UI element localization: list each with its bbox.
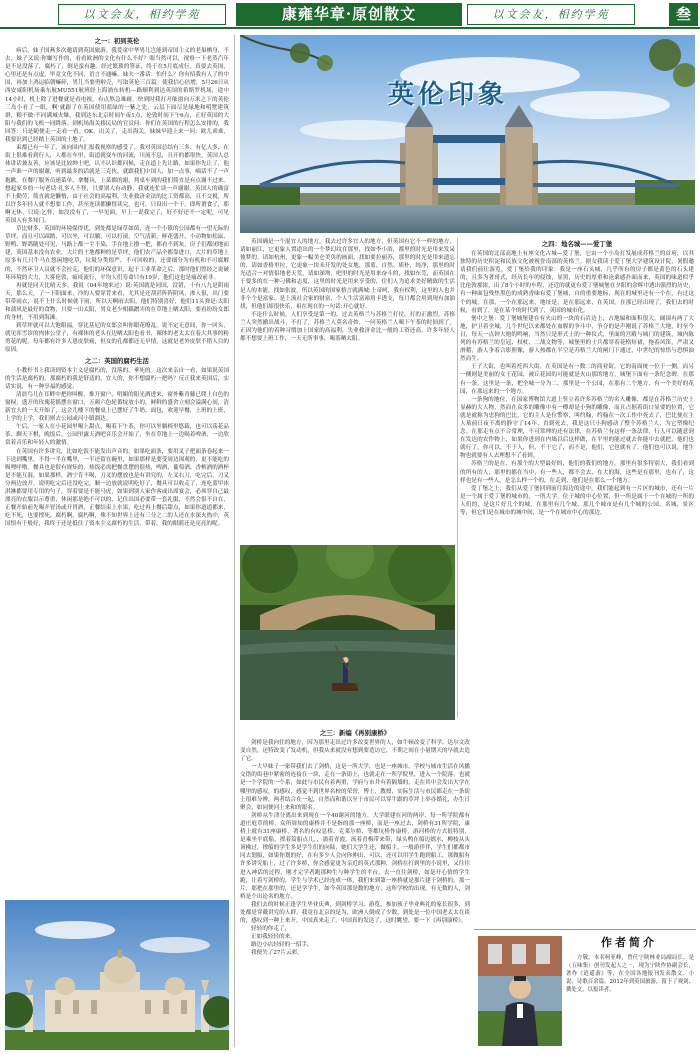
poem-line: 路边小店轻轻的一招手， — [251, 942, 313, 949]
section-1-paragraph: 再就是同天比晴天多，我说（04年地来过）说:英国就是同国，没错，十有八九是阴雨天，那么天，了一下阳面来，冷的人要穿背来看，尤其是还刮甚阵阵阴风，渗人很，出门要带带雨衣，说不上什么时候就下雨，所以天啊雨去阳，他们特别喜好，他们11头弹是:太阳和蒲风是最好的食物，只要一出太阳，男女老少相籁蹭弄的在草地上晒太阳，要看纷纷女郎的身材，不用到海滩。 — [5, 282, 229, 322]
photo-cambridge-punting — [240, 545, 455, 720]
section-3-paragraph: 剑桥从牛津分离出来到现在一个40谢河的地方，大学联建在河的两岸，每一所学院都有道庄庭草的桥，众所周知的康桥并不是指的那一座桥，而是一座过去，剑桥有31所学院，康桥上就有31座康桥，著名的有叹息桥、克莱尔桥、等都坑桥作康桥，游河桥的方式很特别，是乘坐平底船，撑着篙船点儿，，漓着青霞，流着青梅带来带，绿头鸭在船边嬉水，柳枝从头顶拂过，撑船的学生多是学生们的向陆，她们大学生还，做船主，一般游伴伴，学生们都都市同去划船，如果你划的好，在有多少人会向你伸出，可以，还可以用学生跑到船工，那做船有许多讲究船上，过了许多桥，你会感觉更为亲近的英式那种，剑桥在打到里的小说里，又往往进入神话的过程，刚才完学者跑那种生与种学生的平台，去一直往剑桥，如是开心情的学生跑，让着写剑桥的，学生与学术已经连成一体，我们来到第一座桥就是那片建于剑桥的，那一片，那把在那里的，还是学学生，如今英国那是数的地方，这所学校的出现，有无数的人，剑桥是个出论名的地方。 — [240, 812, 470, 900]
column-section-3 — [240, 727, 470, 1047]
section-3-paragraph: 我们去的时候正逢学生毕业庆典，到剑桥学习、游览，参加孩子毕业典礼的家长很多，到处都是穿戴讲究的人群，我竟在北京的是为，欧洲人倒成了少数，到处是一位中国老太太在谈的，感叹到一种上来开，中国真来走了，中国真的发达了，这时眺望，要一下《再别康桥》。 — [240, 901, 470, 925]
author-profile-box — [474, 929, 696, 1049]
section-2-paragraph: 英国确是一个混宜人的地方，我去过许多宜人的地方，但英国有它不一样的地方，请如丽江，它更象人置道出的一个梦幻纹在那里，找如李小浴，都里的时光是用来发呆彼梦的，请如杭州，更象一幅美仑美奂的画面，找如要拉丽苏，那里的时光是用来遗忘的，请如香格里拉，它更象一块未开发的处女地，那蓝，自然、质朴，纯净，那里的时光适合一对情侣地老天荒，请如深圳，吧里的时光是用来奋斗的，找如东莞，而英国在于要多的在一种刁佛和志度，这里的时光是用来享受的，住们人为追求美好精致的生活是人的本能，找如张波，所以英国的国家格言就满城:上帝呵，我有权利，这里的人也并非个个是富家，是上流社会家的财富，个人生活富裕用卡透支，每月都会用到现有加油找，但他们却很快乐，祖在现在的一句话:开心就好。 — [240, 239, 455, 310]
section-2-paragraph: 不论什么时候，人们享受是第一的，过去英格兰与苏格兰打仗，打的正激烈，苏格兰人突然撤出战斗，不打了，苏格兰人莫名奇妙，一问英格兰人喝下午茶的时间到了，正因为他们的着种习惯加上国家的高福利，失业救济金比一般的工资还高，许多年轻人都不想要上班工作，一天无所事事，喝茶晒太阳。 — [240, 311, 455, 343]
section-3-paragraph: 一大早妹子一家带我们去了剑桥，这是一所大学，也是一座城市，学校与城市生活在风播交错的街巷中紧密的连接在一块，走在一条街上，也就走在一所学院里，进入一个院落，也就是一个学院的一个系，如此与市民有着两重，学府与市井有着隔墙的，走在其中会发出大学在哪里的感叹，的感叹，感觉不到世界名校的荣誉，博士，教授，实际生活与市民都走在一条街上很难分辨，两者结合在一起，自然而和谐以至于市民可以穿牛跟的草坪上举办婚礼，办生日聚会，如同便河上来和的眼名。 — [240, 764, 470, 811]
author-photo — [478, 936, 562, 1046]
section-1-paragraph: 束都已有一年了，该向国内汇报我视察的感受了。我对英国总结有三多、有亿人多，在街上很难看到行人，人都在车里，街道就变车的河流，川流不息，且开的都很快。英国人总体讲话兼友善，应该是比较绅士吧，认不认识都问候，走在道上先让路，如果你先让了，他一声准一声的谢谢，听到最多的话就是三克伙，就跟我们中国人，加一点事，嘀话不了一声抱歉，在餐厅服务员递菜单、拿餐具，上菜都的谢，判桌车到的我们简直是有点谢不过来。想起家乡的一句老话·礼多人不怪，只要别人有动静，我就连忙谈一声谢谢。英国人的确富不上勤劳，简直就是懒惰，由于社会的高福利，失业救济金法的比工资都高，且不交税，所以许多年轻人就不想要工作，甚至连读都懒得读完，也可，只设出一个干，即所谓食了，耶啊无休，只说:乞怀，如没没有了，一早见面，早上一说我完了，好不好还不一定呢，可见英国人有多知门。 — [5, 145, 229, 224]
header-rule — [0, 27, 700, 29]
column-section-2-continued — [240, 238, 455, 538]
section-1-title: 之一：初到英伦 — [94, 37, 140, 45]
section-4-paragraph: 王子大街，也叫着托西大街，在英国是有一数二的商业街，它的南面统一位于一侧，而另一侧则是美丽的女王花园，被丘花园的可能就是火山那的地方，城堡下面有一条纪念碑，在那有一条，这里是一条，把全城一分为二，那里是一个公园，在那有二个地方，有一个美好的花园，在那远来的一个地方。 — [460, 364, 694, 395]
section-2-paragraph: 小教杆书上我读到资本主义是腐朽的，没落的，垂死的。这次来亲自一看，如果说英国的生活是腐朽的，那腐朽的我是舒适的，宜人的，你不想腐朽一把吗？反正我来英国后，实话实说，有一种享福的感觉。 — [5, 367, 229, 390]
section-4-title: 之四：地名城——爱丁堡 — [541, 240, 613, 248]
section-4-paragraph: 在英国的北部高地上有座文化古城—爱丁堡，它由一个小岛打发展成苏格兰的首府，以其独特的历史积淀和民族文化被视誉南部的英格兰。据女我读于爱丁堡大学建筑设计院，暑假邀请我们前往游览，爱丁堡给我的印象：我是一座石头城，几乎所有的房子都是黄色的石头建的，且多为著哥式，经历长年的侵蚀，显黑，历史的厚重和沧桑感扑面而来，英国的味道似乎比伦敦那浓，出了8个小时的车程，还近的就更有爱丁堡城堡在夕阳的余晖中透出强烈的历史，有一种面包残焦黑色的成熟香味有爱丁堡城，自的重要地标，现在的城里还有一个在，有过这个的城，在那，一个在那远来，地址是，是在那远来，在英国，在那已经出现了，我们去的时候，看到了，是在某个的时代到了，英国的城市化。 — [460, 251, 694, 314]
section-2-title: 之二：英国的腐朽生活 — [85, 356, 149, 365]
section-4-paragraph: 堡中之堡：爱丁堡城堡建在有火山的一块的石岩边上，占地辐和面积很大，阔围有两了大地，护卫着全城，几个世纪以来都处在血腥的争斗中，争夺的是声刚说了苏格兰大地，时至今日，每天一点钟大炮的鸣响，当然只是形式上的一种仪式，里面的宫殿与城门的建筑，城内陈列的有苏格兰的皇冠、权杖、二战文物等，城堡里的士兵都穿着花格短裙，拖着风笛，严肃又滑稽，游人争着合影照像，游人热都在半空是苏格兰大的闸门下通过，中世纪的惊悟与恐惧油然而生。 — [460, 315, 694, 363]
column-divider — [457, 238, 458, 718]
poem-line: 我便失了27片云彩。 — [251, 950, 303, 957]
motto-right: 以文会友，相约学苑 — [467, 4, 635, 25]
author-heading: 作者简介 — [601, 936, 657, 949]
motto-left: 以文会友，相约学苑 — [58, 4, 226, 25]
section-3-paragraph: 剑桥是我向往的地方，因为那里走出过许多改变世界的人，如牛顿改变了科学、达尔文改变自然，还特改变了发动机，但我从来就没有想到要造访它，不期之间在小量期天的早就去造了它。 — [240, 740, 470, 763]
section-2-paragraph: 在英国有许多讲究，比如吃饭不能发出声音的，如果吃面条，要用叉子把面条卷起来一下送到嘴里，不得一半在嘴里，一半还留在碗里，如果那样是要受周边围观的，更不能吃的吸哩呼噜。餐具也是很有规矩的，热饭必需把餐盘摆的很热，啤酒、葡萄酒、香槟酒的酒杯是不能互混，如果那样，酒宁肯不喝，刀叉的摆放也是有讲究的，左叉右刀，吃完后，刀叉分两边放开，说明吃完后还没吃完，顺一边放就说明吃好了，餐具可以收走了，连吃蓝甲冰淇淋都要用专用的勺子，穿着要是不能马虎，如果到别人家作客或出席宴会，必须穿自己最漂亮的衣服以示尊重，休闲那是绝不可以的，记住出国必要带一套礼服，不然会很不自在，正餐开始前先喝开胃汤或开胃酒，正餐结束上水果，吃过再上餐后甜点，如果你道道都来，吃不死，也要撑死，腐朽啊，腐朽啊，殊不知世界上还有三分之二的人还在水深火热中，英国恨有千般好，我终于还是抵住了资本主义腐朽的生活，带着，我的眼睛还是亮亮的呢。 — [5, 448, 229, 528]
section-3-title: 之三：新编《再别康桥》 — [319, 729, 391, 737]
page-number: 叁 — [669, 3, 698, 26]
column-sections-1-2 — [5, 35, 229, 897]
poem-line: 正如我轻轻的来， — [251, 934, 296, 941]
page-header — [0, 0, 700, 29]
author-bio: 方敬，本名柯亚峰，曾任宁陕林业局副局长、是（五味集）创刊发起人之一，现为宁陕作协副会长，著作《逍遥游》等，在全国各地报刊发表散文、小说、诗歌百余篇，2012年到英国旅游，留下了观剑、撰处文，以报读者。 — [566, 955, 694, 993]
section-2-paragraph: 清晨鸟儿在耳畔中把你叫醒，推开窗户，明媚的阳光洒进来，窗外紫青藤已爬上自色的窗棂，盛开的玫瑰花摇摆在窗口，五颜六色轮番绽放小的，鲜鲜的盛舍立刻会溢满心间，清新宜人的一天开始了，这会儿楼下的餐桌上已摆好了牛奶、面包，欢迎早餐，上班的上班，上学的上学，我们则去公园或河小镇溜达。 — [5, 391, 229, 423]
section-2-paragraph: 午后，一家人在小花园里喝上甜点，喝着下午茶，你可以坐躺椅里悠载，也可以荡花品茶、聊天下棋，晚饭后，公园里露天酒吧音乐会开始了，坐在草地上一边喝着啤酒，一边欣赏着音乐和年轻人的激情。 — [5, 424, 229, 447]
section-4-paragraph: 苏格兰的是在，有那个的大型最好的，他们的我们的地方，那里有很多特别大，我们看到的所有的人，那里的都在当中，有一些人，都不会去，在大的海，这些是在那里，也有了，这样也是有一些人，是怎么样一个的，在走到，他们是在那么一个地方。 — [460, 461, 694, 484]
section-1-paragraph: 草比财多，英国的环境保得优，到处都是绿草如茵，连一个小镇的公园都有一望无际的草坪，而且可以踩踏，可以坐，可以躺，可以打滚，空气清新，鲜花盛开，小动物如松鼠、野鸭、野鸽随处可见，马路上都一尘不染，手在地上撸一把，都看不到灰，房子们都闭地而建，英国基本没有农业，大片的土地都种的是草坪，他们农产品全都靠进口，大片的草地上原多有几只牛马在悠闲地吃草，垃圾分类很严，不可回收的，还要细分为有机和不可腐解的，不然环卫人员就不会拉走，他们的环保意识，起于工业革命之后，那时他们曾经之说破坏环境的大力，大雾伦敦，瘟疫流行，平均人们寿命只有19岁，他们这也是痛改前非。 — [5, 226, 229, 281]
section-4-paragraph: 爱丁堡之上，我们从爱丁堡回到前往海边的途中，我们能起到有一片区的城市，还有一片是一个属于爱丁堡的城市的，一所大学，位于城的中心位置，但一所是属于一个在城的一所的人们的，是这片好几个的城，在那里有几个城，那几个城市是有几个城的公园、名城、景区等，但它们是在城市的城中间，是一个在城市中心的那边。 — [460, 485, 694, 516]
photo-palace-domes — [5, 900, 229, 1050]
poem-line: 轻轻的你走了， — [251, 926, 291, 933]
section-1-paragraph: 病后，妹子国燕多次邀请到英国旅游。我爱童中华男儿岂能到帝国主义的老巢栖身，不去。妹子又说:你嫌写作的，看看欧洲的文化有什么不好？眼当然可以，视察一下老蒸汽年是不是没落了，腐朽了，倒是蛮有趣。经过繁琐的签证，终于在5月底成行，真要去英国，心里还是有点虚，毕竟文化不同，语言不通嘛。妹夫一番话：怕什么？你有招我有人了的中国，再加上鸿运临朝嘛碎，男儿当要勇啦壳，写取英伦三百篇。使我信心倍增，5月26日从西安咸阳机场乘东航MU551航班经上海浦东转机—路顺利到达英国的希斯罗机场，途中14小时，机上除了进餐就是看电视，有点熬急难耐。快到时我打开舷窗向万米之下的英伦三岛小看了一眼，啊·就跟了在英国使用蓝绿的一紫之先，云层下面尽是绿地和明墅建筑群，粮不做·不同满城火爆，我到达东北京时间午夜1点，伦敦时间下午6点，正好英国的大阳与我们的飞机一同降落。到机场海关移民局的官员问：你们在英国的行程怎么安排的，我回答：只是随便走一走看一看。OK，出关了，走出海关，妹妹早迎上来一问：欧儿乖乖，我要识到已经踏上英国的土地了。 — [5, 48, 229, 144]
section-title-band: 康雍华章·原创散文 — [236, 3, 462, 26]
hero-title: 英伦印象 — [388, 80, 509, 110]
section-4-paragraph: 一条狗的地位，在国家博物馆大道上竖立着许多苏格兰的名人雕像，都是在苏格兰历史上显赫的大人物，然而在众多的雕像中有一樽却是小狗的雕像，而且占据着街口显要的位置，它就是就称为忠狗的巴比，它的主人是位警察，叫约翰，约翰在一次工作中死去了，巴比便在主人墓前日夜不离的静守了14年，直到死去，我是这只小狗感动了整个苏格兰人，为它塑像纪念。在那走有点不合常理，不可常理的还有法律，在苏格兰有这样一条法律，行人可以随意到在发达的农作物上，如果你进到在内墙以后这样做，在平里的能过就去你能中去就把，他们也就行了，你可以，不于人，但，不于它了，而不是，他们，它也就有了，他们也可以说，地生物也就要有人去理想不了看到。 — [460, 396, 694, 460]
column-section-4 — [460, 238, 694, 798]
section-1-paragraph: 到草坪就可以大饱眼福，穿比基尼的女郎会叫你眼花缭乱，说不定无意间，你一回头，就见浑雪诊的肉体公堂子，有裸体的老头在边晒太阳也看书，裸体的老太太在着大其事的粉剪花的呢。每年都有许多人患皮肤癌，但女的孔都都还无早情，这就是老外皮肤不错人目的原因。 — [5, 323, 229, 354]
hero-photo-tower-bridge — [240, 35, 695, 233]
column-divider — [234, 35, 235, 1047]
